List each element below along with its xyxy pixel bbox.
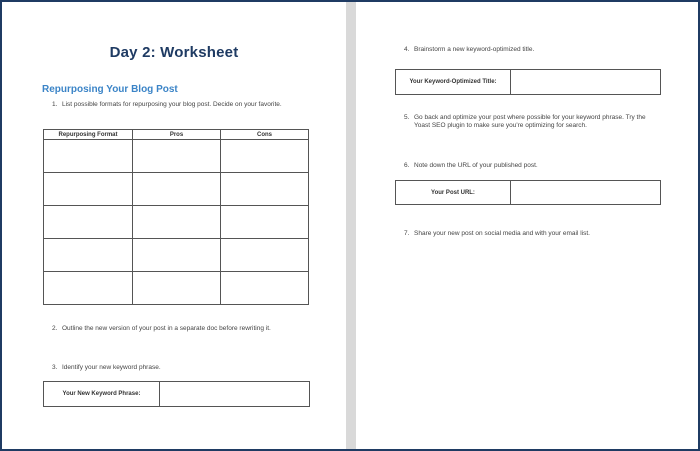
table-cell[interactable] bbox=[133, 173, 221, 206]
step-number: 5. bbox=[404, 114, 410, 121]
table-cell[interactable] bbox=[44, 206, 133, 239]
table-cell[interactable] bbox=[221, 140, 309, 173]
step-text: Outline the new version of your post in a separate doc before rewriting it. bbox=[62, 325, 271, 332]
table-row bbox=[44, 140, 309, 173]
keyword-phrase-field bbox=[43, 381, 310, 407]
step-text: Note down the URL of your published post. bbox=[414, 162, 538, 169]
section-heading: Repurposing Your Blog Post bbox=[42, 84, 178, 95]
post-url-input[interactable] bbox=[511, 181, 660, 204]
step-2 bbox=[52, 325, 307, 333]
table-row bbox=[44, 206, 309, 239]
table-cell[interactable] bbox=[44, 173, 133, 206]
repurposing-table bbox=[43, 129, 309, 305]
step-number: 6. bbox=[404, 162, 410, 169]
step-1 bbox=[52, 101, 304, 109]
post-url-field bbox=[395, 180, 661, 205]
table-row bbox=[44, 272, 309, 305]
step-number: 3. bbox=[52, 364, 58, 371]
column-header-cons: Cons bbox=[221, 130, 309, 140]
optimized-title-label: Your Keyword-Optimized Title: bbox=[396, 70, 511, 94]
step-text: Brainstorm a new keyword-optimized title. bbox=[414, 46, 535, 53]
table-cell[interactable] bbox=[221, 239, 309, 272]
table-cell[interactable] bbox=[133, 272, 221, 305]
post-url-label: Your Post URL: bbox=[396, 181, 511, 204]
step-text: Identify your new keyword phrase. bbox=[62, 364, 161, 371]
step-7 bbox=[404, 230, 660, 238]
step-number: 7. bbox=[404, 230, 410, 237]
table-cell[interactable] bbox=[44, 239, 133, 272]
page-title: Day 2: Worksheet bbox=[109, 44, 239, 61]
table-cell[interactable] bbox=[133, 206, 221, 239]
keyword-phrase-label: Your New Keyword Phrase: bbox=[44, 382, 160, 406]
step-4 bbox=[404, 46, 664, 54]
step-6 bbox=[404, 162, 660, 170]
step-text: Share your new post on social media and with your email list. bbox=[414, 230, 590, 237]
table-cell[interactable] bbox=[44, 272, 133, 305]
step-text: Go back and optimize your post where possible for your keyword phrase. Try the Yoast SEO plugin to make sure you're optimizing for search. bbox=[414, 114, 646, 129]
table-header-row bbox=[44, 130, 309, 140]
table-row bbox=[44, 239, 309, 272]
column-header-pros: Pros bbox=[133, 130, 221, 140]
table-cell[interactable] bbox=[44, 140, 133, 173]
step-number: 2. bbox=[52, 325, 58, 332]
table-cell[interactable] bbox=[221, 206, 309, 239]
optimized-title-field bbox=[395, 69, 661, 95]
keyword-phrase-input[interactable] bbox=[160, 382, 309, 406]
step-3 bbox=[52, 364, 307, 372]
step-5 bbox=[404, 114, 660, 130]
table-row bbox=[44, 173, 309, 206]
table-cell[interactable] bbox=[133, 239, 221, 272]
step-number: 1. bbox=[52, 101, 58, 108]
worksheet-page-2 bbox=[356, 2, 698, 449]
table-cell[interactable] bbox=[221, 173, 309, 206]
step-number: 4. bbox=[404, 46, 410, 53]
step-text: List possible formats for repurposing your blog post. Decide on your favorite. bbox=[62, 101, 282, 108]
worksheet-page-1 bbox=[2, 2, 346, 449]
optimized-title-input[interactable] bbox=[511, 70, 660, 94]
table-cell[interactable] bbox=[221, 272, 309, 305]
column-header-format: Repurposing Format bbox=[44, 130, 133, 140]
table-cell[interactable] bbox=[133, 140, 221, 173]
